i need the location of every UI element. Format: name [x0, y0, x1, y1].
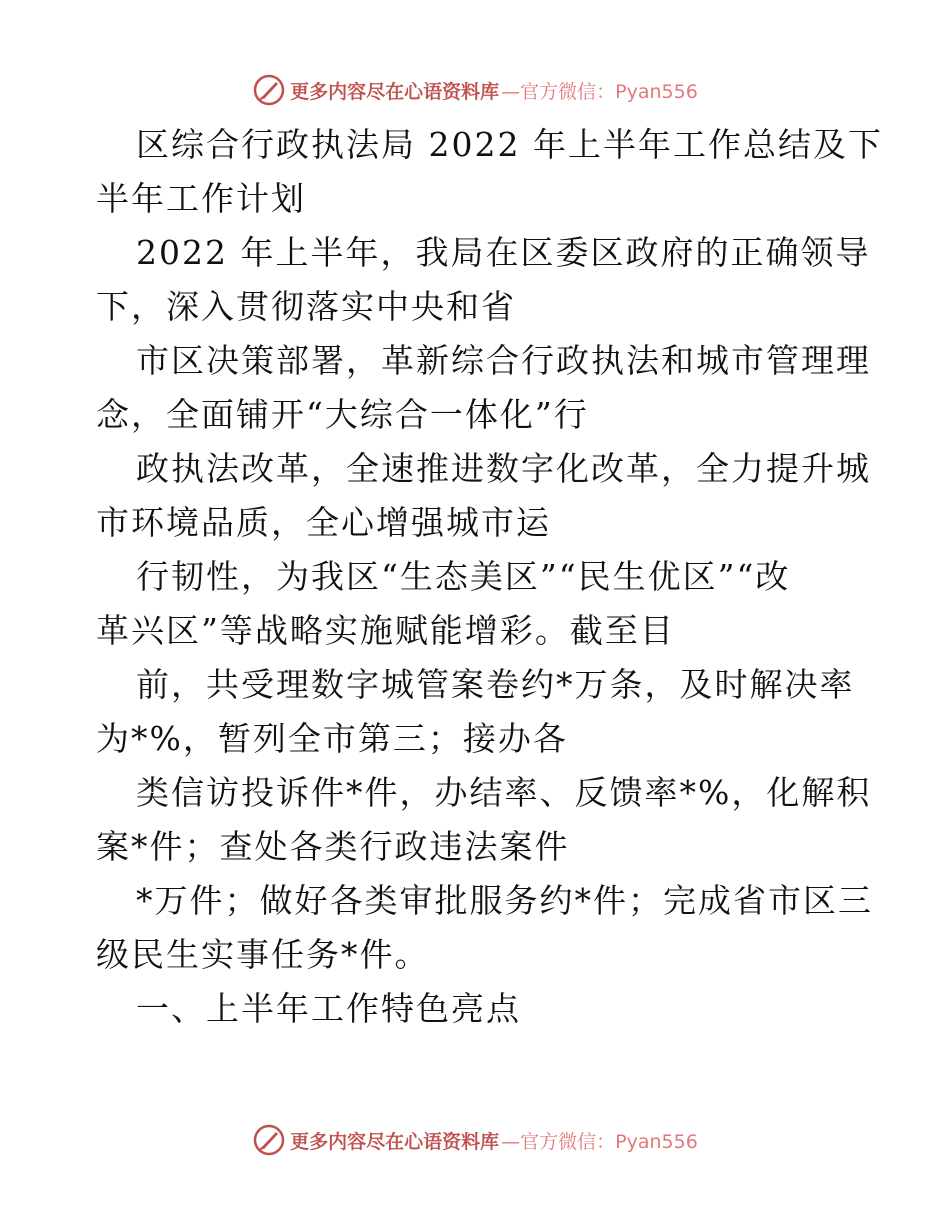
- paragraph-line: 革兴区”等战略实施赋能增彩。截至目: [96, 611, 675, 650]
- watermark-main-text: 更多内容尽在心语资料库: [290, 1130, 500, 1153]
- paragraph-line: 2022 年上半年，我局在区委区政府的正确领导: [136, 233, 871, 272]
- paragraph-line: 类信访投诉件*件，办结率、反馈率*%，化解积: [136, 773, 872, 812]
- paragraph-line: 级民生实事任务*件。: [96, 935, 430, 974]
- watermark-banner-bottom: [0, 1120, 950, 1160]
- section-heading: 一、上半年工作特色亮点: [136, 989, 521, 1028]
- paragraph-line: 政执法改革，全速推进数字化改革，全力提升城: [136, 449, 871, 488]
- watermark-banner-top: [0, 70, 950, 110]
- watermark-main-text: 更多内容尽在心语资料库: [290, 80, 500, 103]
- document-body: [96, 118, 883, 1036]
- title-line-2: 半年工作计划: [96, 179, 306, 218]
- title-line-1: 区综合行政执法局 2022 年上半年工作总结及下: [136, 125, 883, 164]
- paragraph-line: 念，全面铺开“大综合一体化”行: [96, 395, 589, 434]
- paragraph-line: *万件；做好各类审批服务约*件；完成省市区三: [136, 881, 873, 920]
- paragraph-line: 案*件；查处各类行政违法案件: [96, 827, 570, 866]
- watermark-sub-text: —官方微信：Pyan556: [501, 80, 698, 103]
- quill-logo-icon: [252, 73, 286, 107]
- watermark-sub-text: —官方微信：Pyan556: [501, 1130, 698, 1153]
- quill-logo-icon: [252, 1123, 286, 1157]
- paragraph-line: 下，深入贯彻落实中央和省: [96, 287, 516, 326]
- paragraph-line: 市环境品质，全心增强城市运: [96, 503, 551, 542]
- paragraph-line: 前，共受理数字城管案卷约*万条，及时解决率: [136, 665, 855, 704]
- paragraph-line: 为*%，暂列全市第三；接办各: [96, 719, 568, 758]
- paragraph-line: 行韧性，为我区“生态美区”“民生优区”“改: [136, 557, 791, 596]
- paragraph-line: 市区决策部署，革新综合行政执法和城市管理理: [136, 341, 871, 380]
